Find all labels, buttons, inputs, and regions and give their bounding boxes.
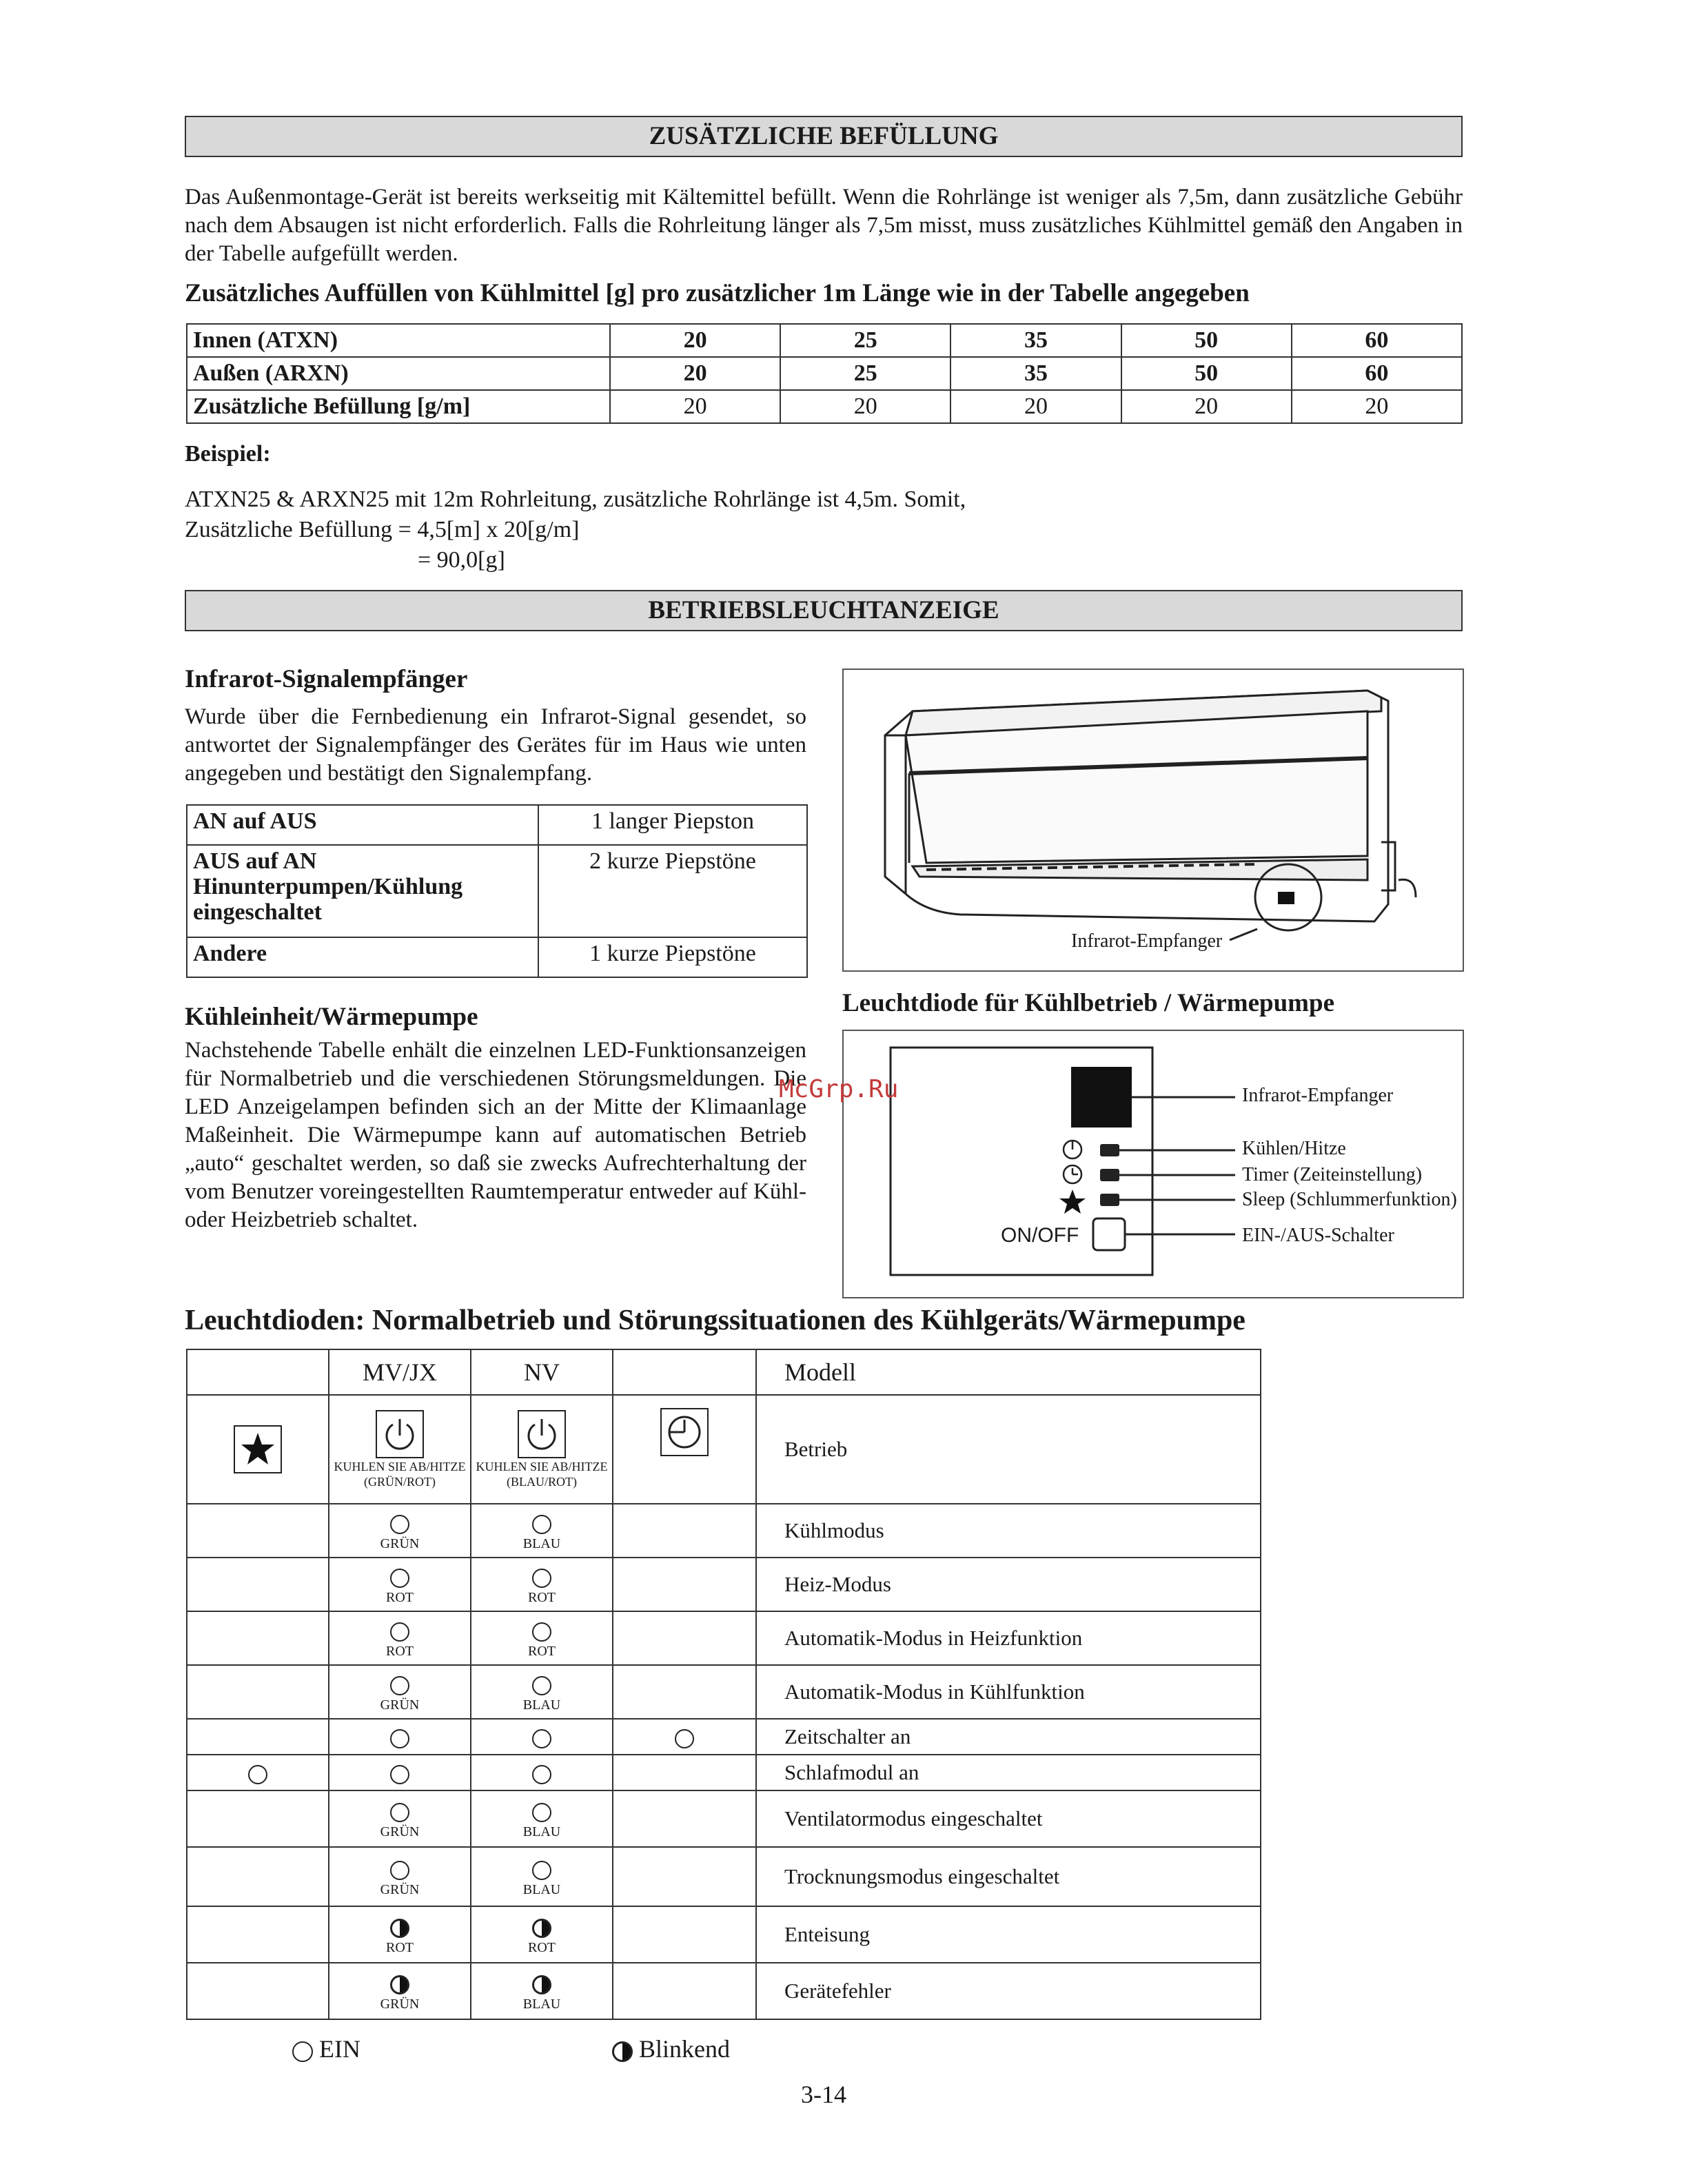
led-color-label: ROT (386, 1644, 414, 1659)
sleep-cell (187, 1719, 329, 1755)
nv-cell (471, 1963, 613, 2019)
led-blink-icon (532, 1919, 551, 1938)
mvjx-cell (329, 1611, 471, 1665)
table-row (187, 1504, 1261, 1558)
led-color-label: BLAU (522, 1997, 561, 2012)
ir-paragraph: Wurde über die Fernbedienung ein Infrarot-Signal gesendet, so antwortet der Signalempfänger des Gerätes für im Haus wie unten angegeben und bestätigt den Signalempfang. (185, 704, 806, 786)
table-cell: 60 (1292, 357, 1462, 390)
mvjx-cell (329, 1906, 471, 1963)
table-cell: 20 (1292, 390, 1462, 423)
led-on-icon (532, 1765, 551, 1784)
row-label-betrieb: Betrieb (756, 1395, 1261, 1504)
nv-cell (471, 1847, 613, 1906)
panel-timer-label: Timer (Zeiteinstellung) (1242, 1164, 1423, 1185)
led-on-icon (248, 1765, 267, 1784)
table-row (187, 390, 1462, 423)
legend-on (292, 2034, 360, 2063)
led-color-label: BLAU (522, 1824, 561, 1839)
table-cell: 50 (1121, 357, 1292, 390)
timer-icon-cell (613, 1395, 756, 1504)
table-row (187, 1963, 1261, 2019)
icon-row (187, 1395, 1261, 1504)
sleep-cell (187, 1906, 329, 1963)
led-on-icon (532, 1622, 551, 1642)
led-blink-icon (532, 1975, 551, 1994)
led-color-label: GRÜN (380, 1824, 420, 1839)
led-on-icon (675, 1729, 694, 1748)
led-panel-diagram (842, 1030, 1464, 1298)
timer-cell (613, 1963, 756, 2019)
section-title-betriebsleuchtanzeige: BETRIEBSLEUCHTANZEIGE (185, 590, 1463, 631)
row-description: Automatik-Modus in Heizfunktion (756, 1611, 1261, 1665)
table-row (187, 1558, 1261, 1611)
led-color-label: ROT (386, 1940, 414, 1955)
page-number: 3-14 (801, 2081, 846, 2108)
sleep-cell (187, 1963, 329, 2019)
led-on-icon (532, 1803, 551, 1822)
row-label: Zusätzliche Befüllung [g/m] (187, 390, 610, 423)
led-table-title: Leuchtdioden: Normalbetrieb und Störungssituationen des Kühlgeräts/Wärmepumpe (185, 1305, 1245, 1336)
table-cell: 20 (610, 324, 780, 357)
header-model: Modell (756, 1349, 1261, 1395)
nv-cell (471, 1906, 613, 1963)
row-description: Automatik-Modus in Kühlfunktion (756, 1665, 1261, 1719)
timer-cell (613, 1504, 756, 1558)
nv-cell (471, 1611, 613, 1665)
led-table (186, 1349, 1261, 2020)
row-description: Ventilatormodus eingeschaltet (756, 1790, 1261, 1847)
beep-value: 2 kurze Piepstöne (538, 845, 807, 937)
led-on-icon (532, 1676, 551, 1695)
table-row (187, 1611, 1261, 1665)
table-row (187, 1906, 1261, 1963)
legend-blink (612, 2034, 730, 2063)
beep-label: AUS auf AN Hinunterpumpen/Kühlung eingeschaltet (187, 845, 538, 937)
power-icon (518, 1410, 566, 1458)
panel-cool-heat-label: Kühlen/Hitze (1242, 1138, 1346, 1159)
led-color-label: BLAU (522, 1882, 561, 1897)
led-on-icon (532, 1729, 551, 1748)
led-on-icon (532, 1861, 551, 1880)
panel-ir-label: Infrarot-Empfanger (1242, 1085, 1394, 1106)
beep-value: 1 langer Piepston (538, 805, 807, 845)
table-cell: 20 (610, 357, 780, 390)
led-color-label: GRÜN (380, 1697, 420, 1713)
header-empty (187, 1349, 329, 1395)
table-cell: 20 (1121, 390, 1292, 423)
beep-label: Andere (187, 937, 538, 977)
timer-cell (613, 1558, 756, 1611)
led-on-icon (390, 1622, 409, 1642)
sleep-cell (187, 1611, 329, 1665)
table-cell: 20 (950, 390, 1121, 423)
mvjx-icon-cell (329, 1395, 471, 1504)
refill-subheading: Zusätzliches Auffüllen von Kühlmittel [g] pro zusätzlicher 1m Länge wie in der Tabelle angegeben (185, 279, 1250, 307)
cool-heading: Kühleinheit/Wärmepumpe (185, 1003, 478, 1031)
onoff-button-shape[interactable] (1093, 1218, 1125, 1250)
row-description: Enteisung (756, 1906, 1261, 1963)
nv-cell (471, 1790, 613, 1847)
row-description: Zeitschalter an (756, 1719, 1261, 1755)
led-rows (187, 1504, 1261, 2019)
ir-sensor-icon (1278, 892, 1294, 904)
sleep-icon-cell (187, 1395, 329, 1504)
mvjx-caption: KUHLEN SIE AB/HITZE (334, 1459, 466, 1473)
led-on-icon (390, 1569, 409, 1588)
mvjx-cell (329, 1963, 471, 2019)
led-color-label: GRÜN (380, 1536, 420, 1551)
table-row (187, 357, 1462, 390)
mvjx-cell (329, 1790, 471, 1847)
legend-blink-label: Blinkend (639, 2035, 730, 2063)
table-row (187, 1790, 1261, 1847)
led-on-icon (532, 1515, 551, 1534)
timer-cell (613, 1719, 756, 1755)
timer-cell (613, 1755, 756, 1790)
row-description: Heiz-Modus (756, 1558, 1261, 1611)
table-cell: 20 (780, 390, 950, 423)
sleep-cell (187, 1847, 329, 1906)
indoor-unit-illustration (842, 669, 1464, 972)
power-icon (376, 1410, 424, 1458)
panel-heading: Leuchtdiode für Kühlbetrieb / Wärmepumpe (842, 989, 1335, 1017)
led-color-label: ROT (528, 1940, 556, 1955)
row-label: Außen (ARXN) (187, 357, 610, 390)
header-mvjx: MV/JX (329, 1349, 471, 1395)
ir-window-icon (1071, 1067, 1132, 1127)
beep-table (186, 804, 808, 978)
mvjx-cell (329, 1504, 471, 1558)
led-on-icon (390, 1676, 409, 1695)
led-color-label: GRÜN (380, 1997, 420, 2012)
nv-caption: KUHLEN SIE AB/HITZE (476, 1459, 608, 1473)
watermark: McGrp.Ru (779, 1075, 899, 1103)
panel-onoff-label: EIN-/AUS-Schalter (1242, 1225, 1394, 1246)
table-row (187, 937, 807, 977)
led-color-label: ROT (386, 1590, 414, 1605)
table-row (187, 1755, 1261, 1790)
header-empty (613, 1349, 756, 1395)
table-cell: 35 (950, 324, 1121, 357)
led-on-icon (390, 1861, 409, 1880)
nv-color: (BLAU/ROT) (507, 1474, 577, 1489)
sleep-cell (187, 1790, 329, 1847)
example-line-2: Zusätzliche Befüllung = 4,5[m] x 20[g/m] (185, 517, 580, 542)
mvjx-cell (329, 1719, 471, 1755)
example-line-3: = 90,0[g] (418, 547, 505, 573)
nv-cell (471, 1558, 613, 1611)
timer-cell (613, 1665, 756, 1719)
table-row (187, 1847, 1261, 1906)
ir-receiver-label: Infrarot-Empfanger (1071, 930, 1223, 952)
mvjx-cell (329, 1558, 471, 1611)
led-on-icon (292, 2041, 313, 2062)
table-row (187, 805, 807, 845)
beep-value: 1 kurze Piepstöne (538, 937, 807, 977)
table-cell: 60 (1292, 324, 1462, 357)
nv-icon-cell (471, 1395, 613, 1504)
mvjx-cell (329, 1755, 471, 1790)
row-description: Trocknungsmodus eingeschaltet (756, 1847, 1261, 1906)
legend-on-label: EIN (319, 2035, 360, 2063)
led-color-label: GRÜN (380, 1882, 420, 1897)
row-description: Gerätefehler (756, 1963, 1261, 2019)
timer-cell (613, 1847, 756, 1906)
onoff-button-label[interactable]: ON/OFF (1001, 1224, 1079, 1247)
nv-cell (471, 1665, 613, 1719)
clock-icon (660, 1408, 709, 1456)
star-icon (1059, 1190, 1086, 1214)
table-row (187, 1665, 1261, 1719)
beep-label: AN auf AUS (187, 805, 538, 845)
row-description: Schlafmodul an (756, 1755, 1261, 1790)
timer-cell (613, 1906, 756, 1963)
sleep-cell (187, 1504, 329, 1558)
cool-paragraph: Nachstehende Tabelle enhält die einzelnen LED-Funktionsanzeigen für Normalbetrieb und die verschiedenen Störungsmeldungen. Die LED Anzeigelampen befinden sich an der Mitte der Klimaanlage Maßeinheit. Die Wärmepumpe kann auf automatischen Betrieb „auto“ geschaltet werden, so daß sie zwecks Aufrechterhaltung der vom Benutzer voreingestellten Raumtemperatur entweder auf Kühl- oder Heizbetrieb schaltet. (185, 1038, 806, 1232)
ir-heading: Infrarot-Signalempfänger (185, 665, 468, 693)
table-row (187, 845, 807, 937)
led-color-label: BLAU (522, 1536, 561, 1551)
led-blink-icon (390, 1975, 409, 1994)
row-description: Kühlmodus (756, 1504, 1261, 1558)
table-cell: 50 (1121, 324, 1292, 357)
star-icon (234, 1425, 282, 1473)
panel-sleep-label: Sleep (Schlummerfunktion) (1242, 1189, 1457, 1210)
led-on-icon (390, 1515, 409, 1534)
indoor-unit-drawing (844, 670, 1463, 970)
table-cell: 20 (610, 390, 780, 423)
table-row (187, 1719, 1261, 1755)
section-title-zusaetzliche-befuellung: ZUSÄTZLICHE BEFÜLLUNG (185, 116, 1463, 157)
led-blink-icon (390, 1919, 409, 1938)
led-blink-icon (612, 2041, 633, 2062)
header-nv: NV (471, 1349, 613, 1395)
table-row (187, 324, 1462, 357)
example-line-1: ATXN25 & ARXN25 mit 12m Rohrleitung, zusätzliche Rohrlänge ist 4,5m. Somit, (185, 487, 966, 512)
timer-cell (613, 1611, 756, 1665)
nv-cell (471, 1719, 613, 1755)
nv-cell (471, 1755, 613, 1790)
table-cell: 35 (950, 357, 1121, 390)
mvjx-cell (329, 1847, 471, 1906)
led-color-label: ROT (528, 1590, 556, 1605)
led-on-icon (390, 1765, 409, 1784)
timer-cell (613, 1790, 756, 1847)
led-color-label: BLAU (522, 1697, 561, 1713)
table-cell: 25 (780, 357, 950, 390)
table-header-row (187, 1349, 1261, 1395)
intro-paragraph: Das Außenmontage-Gerät ist bereits werkseitig mit Kältemittel befüllt. Wenn die Rohrlänge ist weniger als 7,5m, dann zusätzliche Gebühr nach dem Absaugen ist nicht erforderlich. Falls die Rohrleitung länger als 7,5m misst, muss zusätzliches Kühlmittel gemäß den Angaben in der Tabelle aufgefüllt werden. (185, 185, 1463, 266)
sleep-led (1100, 1194, 1119, 1206)
mvjx-color: (GRÜN/ROT) (364, 1474, 436, 1489)
table-cell: 25 (780, 324, 950, 357)
row-label: Innen (ATXN) (187, 324, 610, 357)
timer-led (1100, 1169, 1119, 1181)
led-on-icon (390, 1729, 409, 1748)
sleep-cell (187, 1665, 329, 1719)
led-on-icon (390, 1803, 409, 1822)
mvjx-cell (329, 1665, 471, 1719)
led-on-icon (532, 1569, 551, 1588)
led-color-label: ROT (528, 1644, 556, 1659)
sleep-cell (187, 1755, 329, 1790)
example-label: Beispiel: (185, 441, 271, 467)
nv-cell (471, 1504, 613, 1558)
sleep-cell (187, 1558, 329, 1611)
refill-table (186, 323, 1463, 424)
cool-heat-led (1100, 1144, 1119, 1156)
